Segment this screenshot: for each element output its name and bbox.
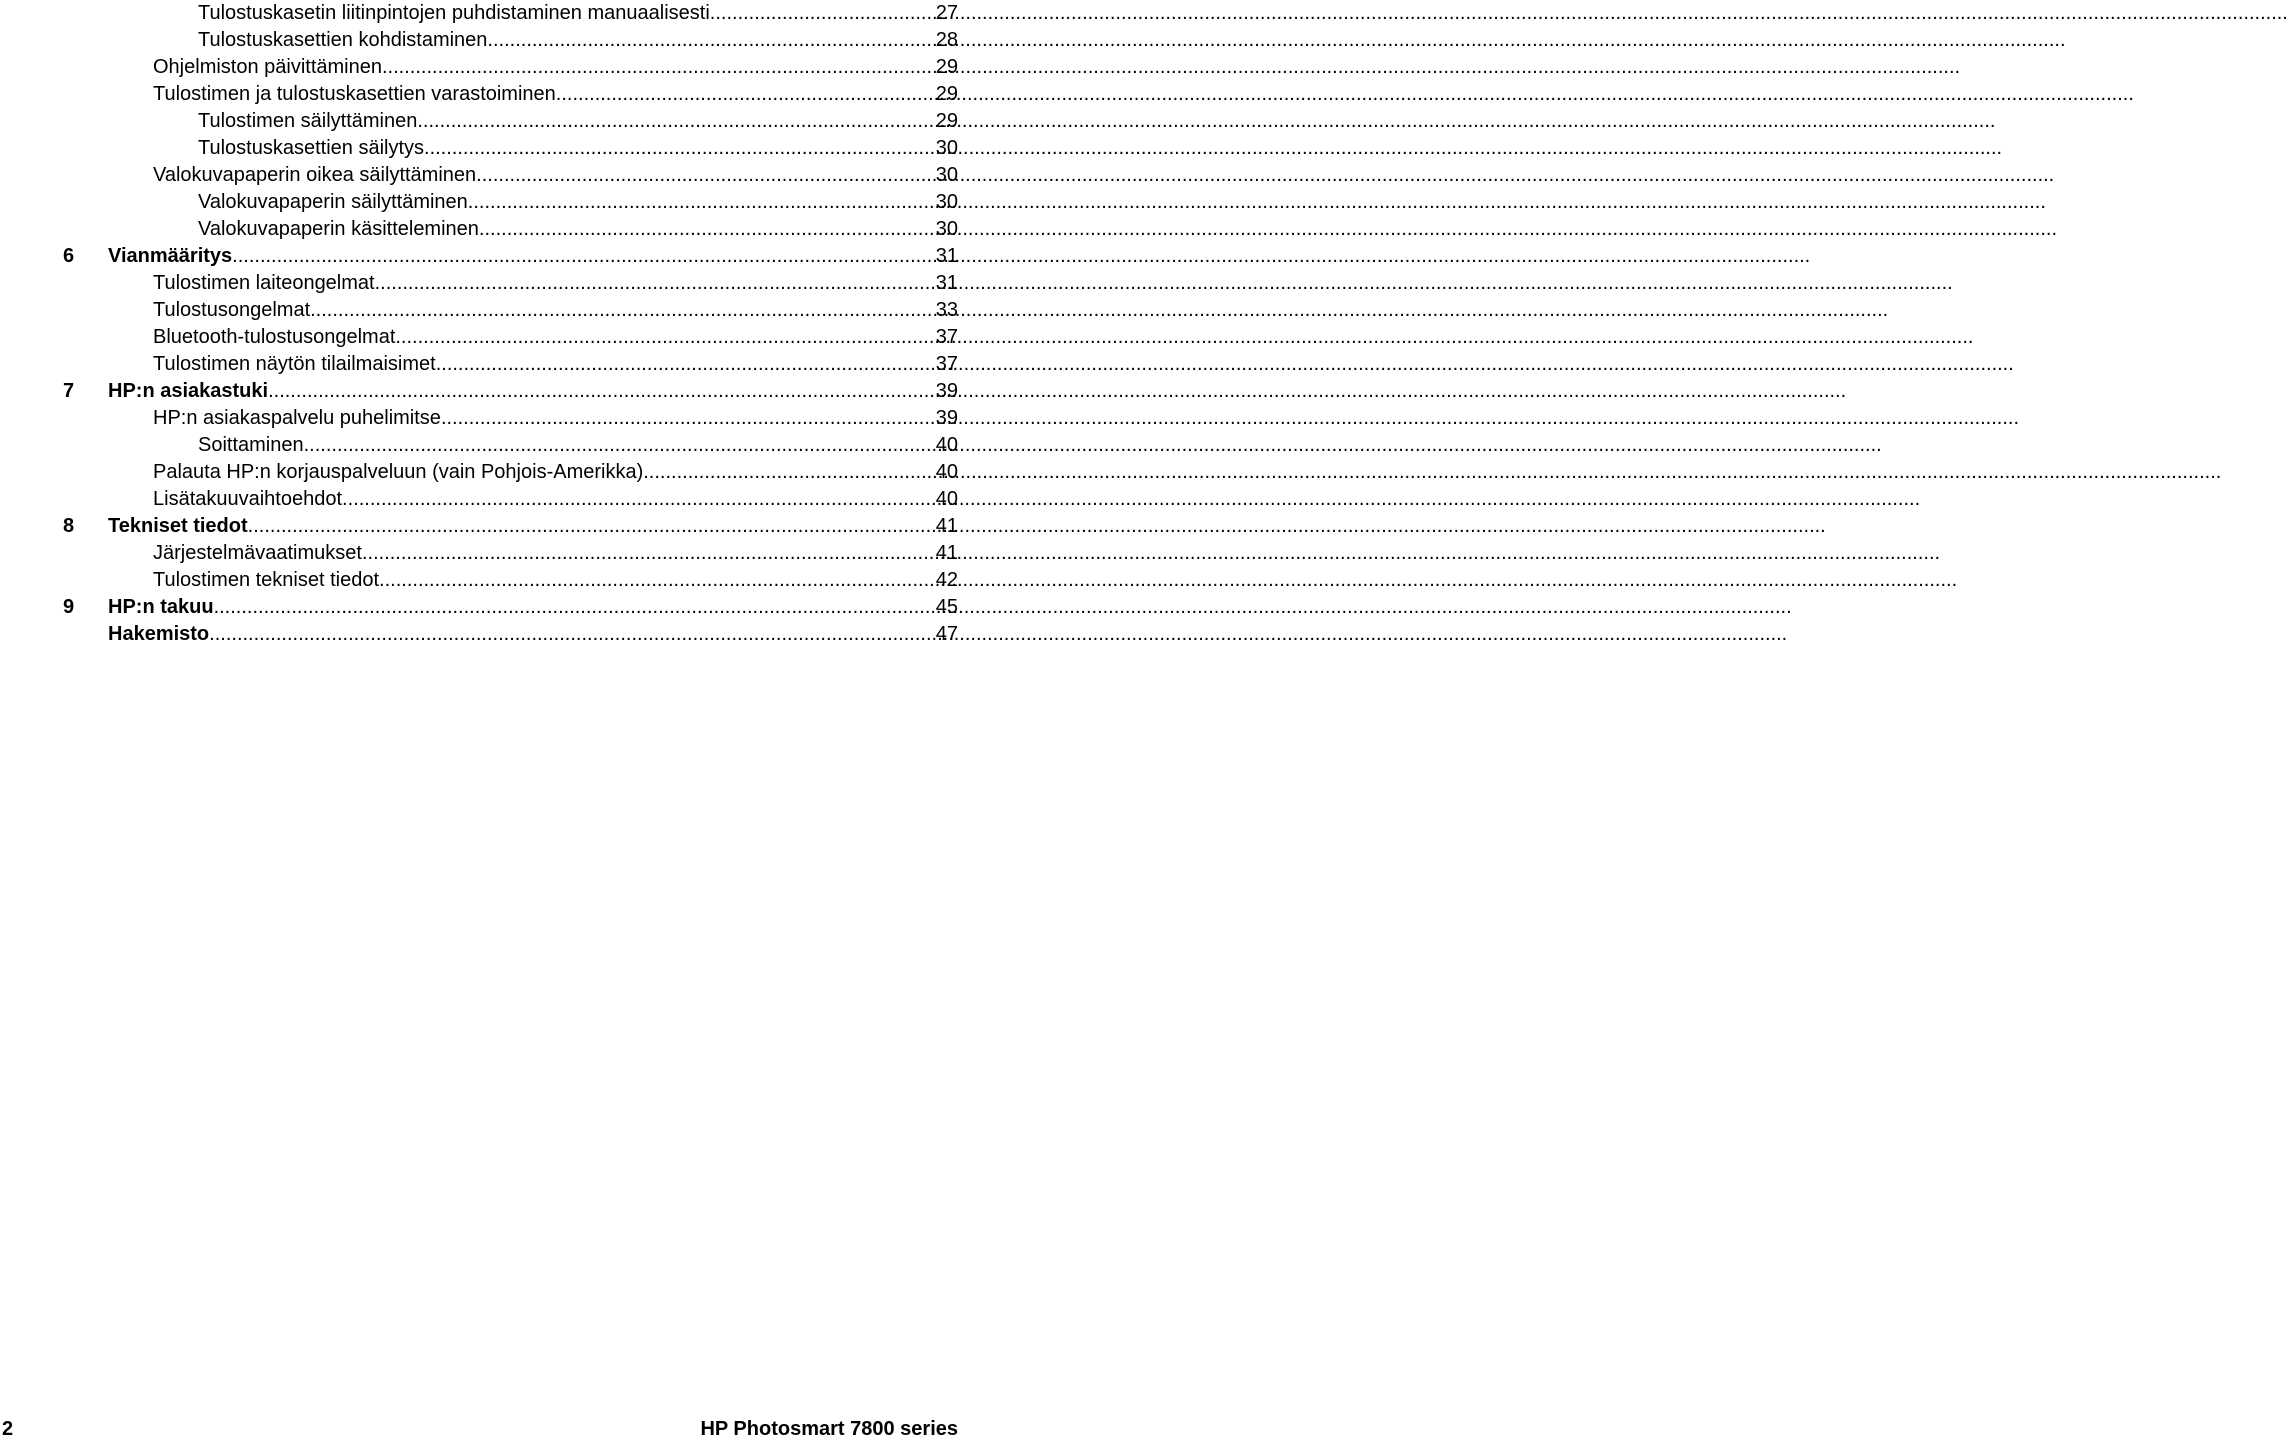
toc-entry-title: Tulostusongelmat bbox=[153, 299, 311, 321]
toc-chapter[interactable] bbox=[63, 594, 958, 621]
toc-dot-leader bbox=[710, 0, 936, 27]
toc-entry[interactable] bbox=[198, 27, 958, 54]
toc-entry-title: Bluetooth-tulostusongelmat bbox=[153, 326, 396, 348]
toc-entry-page: 30 bbox=[935, 137, 958, 159]
toc-dot-leader bbox=[214, 594, 936, 621]
toc-entry-title: HP:n asiakaspalvelu puhelimitse bbox=[153, 407, 441, 429]
toc-entry-page: 40 bbox=[935, 488, 958, 510]
toc-entry-title: Tulostuskasetin liitinpintojen puhdistaminen manuaalisesti bbox=[198, 2, 710, 24]
toc-entry[interactable] bbox=[153, 162, 958, 189]
toc-entry[interactable] bbox=[153, 54, 958, 81]
toc-chapter-number: 9 bbox=[63, 596, 75, 618]
toc-dot-leader bbox=[382, 54, 936, 81]
toc-chapter-number: 6 bbox=[63, 245, 75, 267]
toc-chapter-title: Tekniset tiedot bbox=[108, 515, 248, 537]
toc-dot-leader bbox=[436, 351, 936, 378]
toc-dot-leader bbox=[556, 81, 936, 108]
toc-entry[interactable] bbox=[153, 486, 958, 513]
toc-entry-page: 41 bbox=[935, 542, 958, 564]
toc-entry-page: 45 bbox=[935, 596, 958, 618]
toc-entry[interactable] bbox=[198, 108, 958, 135]
toc-entry-page: 39 bbox=[935, 407, 958, 429]
toc-chapter-title: Hakemisto bbox=[108, 623, 210, 645]
toc-chapter[interactable] bbox=[63, 513, 958, 540]
toc-entry-page: 27 bbox=[935, 2, 958, 24]
toc-dot-leader bbox=[310, 297, 936, 324]
toc-entry-title: Tulostuskasettien säilytys bbox=[198, 137, 425, 159]
toc-entry-page: 30 bbox=[935, 218, 958, 240]
toc-chapter[interactable] bbox=[108, 621, 958, 648]
toc-entry-page: 33 bbox=[935, 299, 958, 321]
toc-entry[interactable] bbox=[153, 567, 958, 594]
toc-dot-leader bbox=[468, 189, 936, 216]
toc-chapter-title: HP:n takuu bbox=[108, 596, 214, 618]
toc-entry[interactable] bbox=[153, 324, 958, 351]
toc-entry-title: Järjestelmävaatimukset bbox=[153, 542, 362, 564]
toc-entry[interactable] bbox=[153, 405, 958, 432]
toc-entry-page: 37 bbox=[935, 353, 958, 375]
toc-dot-leader bbox=[476, 162, 936, 189]
toc-dot-leader bbox=[643, 459, 936, 486]
toc-entry-page: 28 bbox=[935, 29, 958, 51]
toc-entry-page: 37 bbox=[935, 326, 958, 348]
toc-chapter-number: 7 bbox=[63, 380, 75, 402]
toc-entry-title: Valokuvapaperin oikea säilyttäminen bbox=[153, 164, 477, 186]
toc-entry-page: 40 bbox=[935, 434, 958, 456]
toc-dot-leader bbox=[479, 216, 936, 243]
toc-entry[interactable] bbox=[153, 270, 958, 297]
toc-entry-title: Lisätakuuvaihtoehdot bbox=[153, 488, 343, 510]
toc-entry-title: Tulostimen tekniset tiedot bbox=[153, 569, 380, 591]
toc-dot-leader bbox=[379, 567, 936, 594]
toc-entry-title: Tulostuskasettien kohdistaminen bbox=[198, 29, 488, 51]
toc-entry-page: 41 bbox=[935, 515, 958, 537]
toc-entry-title: Tulostimen säilyttäminen bbox=[198, 110, 418, 132]
toc-dot-leader bbox=[417, 108, 935, 135]
toc-entry-page: 47 bbox=[935, 623, 958, 645]
toc-dot-leader bbox=[209, 621, 936, 648]
toc-entry[interactable] bbox=[198, 189, 958, 216]
toc-entry-title: Valokuvapaperin säilyttäminen bbox=[198, 191, 468, 213]
toc-dot-leader bbox=[248, 513, 936, 540]
toc-entry[interactable] bbox=[198, 0, 958, 27]
toc-entry-page: 39 bbox=[935, 380, 958, 402]
toc-dot-leader bbox=[395, 324, 935, 351]
toc-entry[interactable] bbox=[198, 216, 958, 243]
toc-entry-page: 30 bbox=[935, 164, 958, 186]
toc-entry-page: 40 bbox=[935, 461, 958, 483]
toc-dot-leader bbox=[304, 432, 936, 459]
toc-entry-title: Valokuvapaperin käsitteleminen bbox=[198, 218, 479, 240]
footer-product-name: HP Photosmart 7800 series bbox=[700, 1418, 958, 1440]
toc-chapter-title: HP:n asiakastuki bbox=[108, 380, 269, 402]
toc-entry[interactable] bbox=[153, 297, 958, 324]
toc-chapter-title: Vianmääritys bbox=[108, 245, 233, 267]
toc-entry[interactable] bbox=[153, 351, 958, 378]
toc-entry-title: Ohjelmiston päivittäminen bbox=[153, 56, 382, 78]
toc-entry[interactable] bbox=[153, 459, 958, 486]
toc-entry-page: 29 bbox=[935, 83, 958, 105]
toc-entry-title: Tulostimen näytön tilailmaisimet bbox=[153, 353, 436, 375]
toc-dot-leader bbox=[362, 540, 936, 567]
toc-dot-leader bbox=[375, 270, 936, 297]
toc-entry[interactable] bbox=[198, 135, 958, 162]
toc-entry[interactable] bbox=[153, 81, 958, 108]
toc-entry-page: 31 bbox=[935, 245, 958, 267]
toc-entry-title: Tulostimen laiteongelmat bbox=[153, 272, 375, 294]
toc-entry[interactable] bbox=[198, 432, 958, 459]
footer-page-number: 2 bbox=[2, 1418, 14, 1440]
toc-entry-title: Palauta HP:n korjauspalveluun (vain Pohjois-Amerikka) bbox=[153, 461, 644, 483]
toc-entry-page: 31 bbox=[935, 272, 958, 294]
toc-dot-leader bbox=[424, 135, 936, 162]
toc-dot-leader bbox=[268, 378, 936, 405]
toc-entry-title: Soittaminen bbox=[198, 434, 304, 456]
toc-entry-page: 42 bbox=[935, 569, 958, 591]
toc-dot-leader bbox=[232, 243, 936, 270]
toc-entry-title: Tulostimen ja tulostuskasettien varastoiminen bbox=[153, 83, 556, 105]
toc-dot-leader bbox=[487, 27, 935, 54]
toc-chapter-number: 8 bbox=[63, 515, 75, 537]
toc-chapter[interactable] bbox=[63, 378, 958, 405]
toc-entry-page: 29 bbox=[935, 110, 958, 132]
toc-dot-leader bbox=[441, 405, 936, 432]
toc-chapter[interactable] bbox=[63, 243, 958, 270]
toc-entry[interactable] bbox=[153, 540, 958, 567]
page-footer bbox=[0, 1418, 960, 1446]
toc-entry-page: 29 bbox=[935, 56, 958, 78]
toc-dot-leader bbox=[342, 486, 936, 513]
toc-entry-page: 30 bbox=[935, 191, 958, 213]
